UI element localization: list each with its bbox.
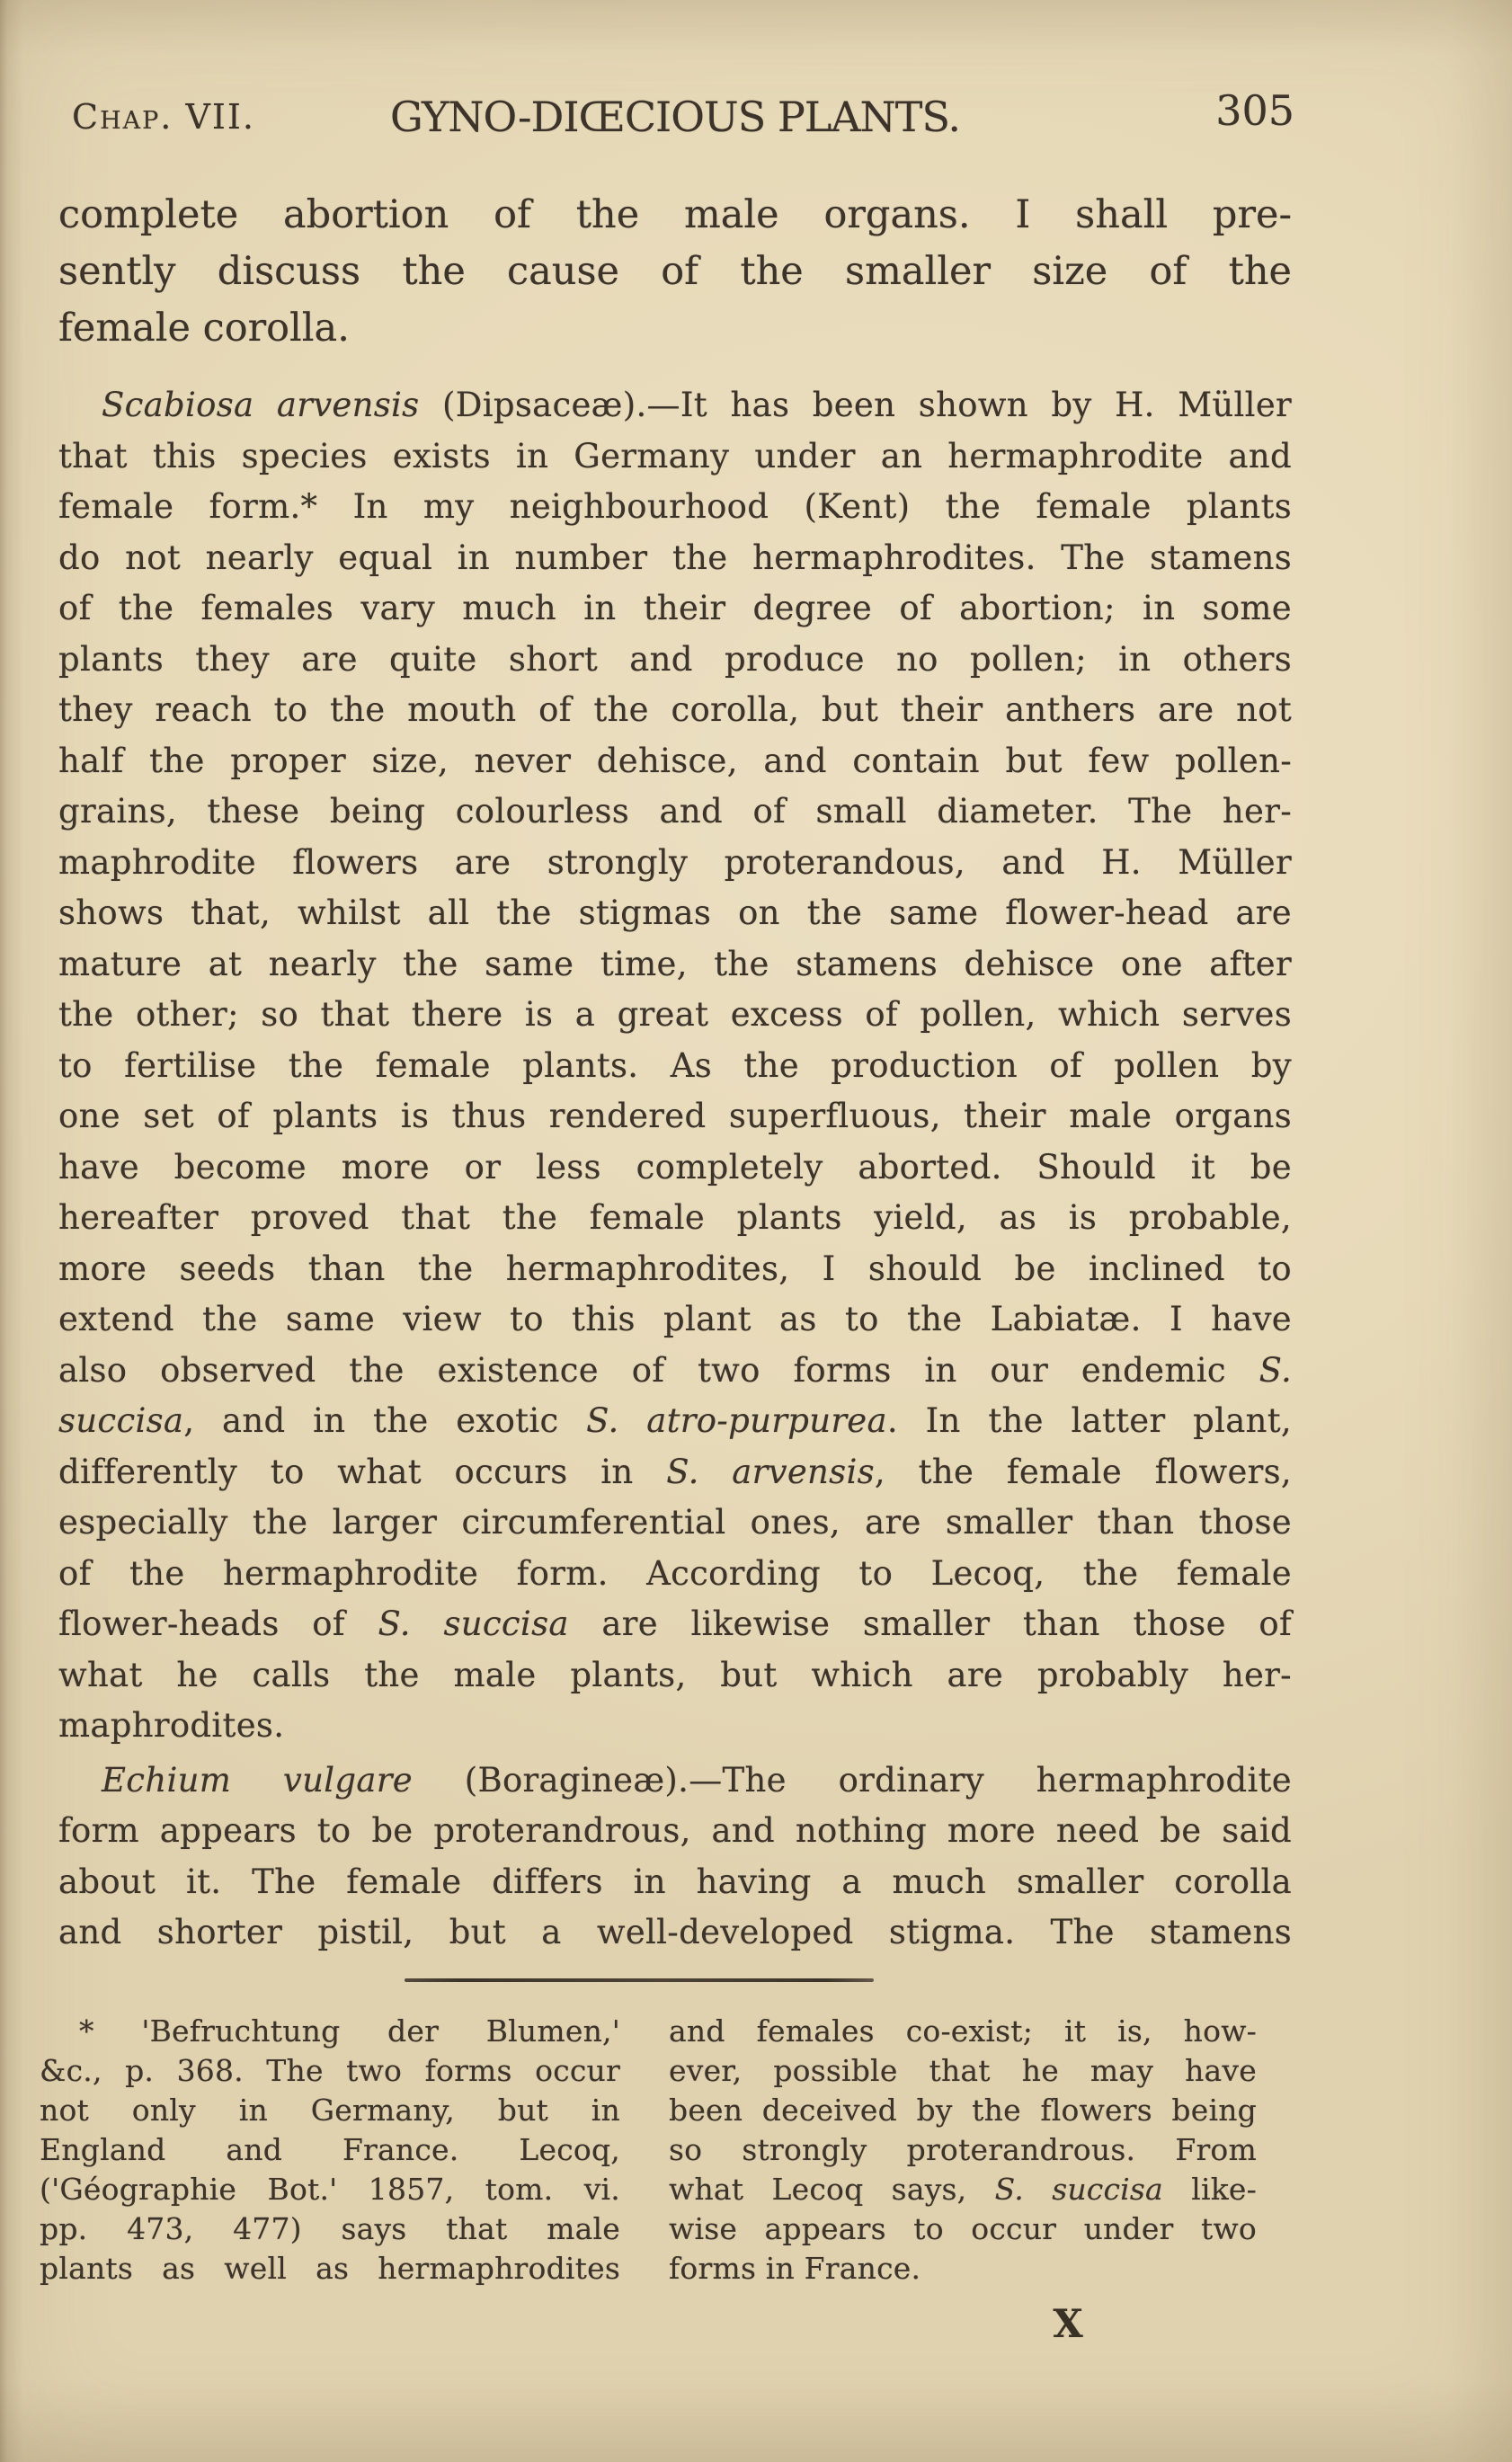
text-segment: plants they are quite short and produce no pollen; in others (58, 639, 1292, 679)
text-line (58, 1755, 1292, 1807)
text-line (58, 787, 1292, 838)
text-line (58, 1549, 1292, 1600)
text-line (58, 1447, 1292, 1498)
page-number: 305 (1215, 86, 1294, 135)
italic-text-segment: S. arvensis (666, 1452, 875, 1491)
text-segment: what Lecoq says, (669, 2172, 995, 2207)
footnote-right-column (669, 2012, 1257, 2289)
text-segment: ('Géographie Bot.' 1857, tom. vi. (40, 2172, 620, 2207)
text-line (58, 1142, 1292, 1194)
text-segment: that this species exists in Germany under an hermaphrodite and (58, 436, 1292, 476)
text-line (40, 2130, 620, 2170)
text-line (58, 990, 1292, 1041)
text-segment: half the proper size, never dehisce, and contain but few pollen- (58, 741, 1292, 780)
text-segment: female corolla. (58, 306, 350, 351)
text-segment: plants as well as hermaphrodites (40, 2251, 620, 2286)
italic-text-segment: S. (1259, 1350, 1292, 1390)
text-line (58, 431, 1292, 483)
text-segment: form appears to be proterandrous, and nothing more need be said (58, 1811, 1292, 1850)
text-line (58, 838, 1292, 889)
text-segment: maphrodite flowers are strongly proterandous, and H. Müller (58, 842, 1292, 882)
italic-text-segment: Scabiosa arvensis (102, 386, 420, 424)
text-segment: forms in France. (669, 2251, 921, 2286)
text-line (58, 482, 1292, 533)
body-text (58, 187, 1292, 1959)
text-segment: are likewise smaller than those of (568, 1604, 1292, 1643)
text-segment: flower-heads of (58, 1604, 378, 1643)
text-line (58, 1650, 1292, 1702)
text-segment: female form.* In my neighbourhood (Kent) the female plants (58, 487, 1292, 526)
text-line (669, 2091, 1257, 2130)
text-segment: have become more or less completely aborted. Should it be (58, 1147, 1292, 1187)
text-segment: sently discuss the cause of the smaller size of the (58, 249, 1292, 294)
text-segment: England and France. Lecoq, (40, 2132, 620, 2167)
text-line (58, 187, 1292, 244)
text-line (58, 1244, 1292, 1295)
text-segment: of the females vary much in their degree of abortion; in some (58, 589, 1292, 627)
text-line (58, 888, 1292, 939)
text-segment: like- (1162, 2172, 1257, 2207)
text-line (58, 1599, 1292, 1650)
text-segment: do not nearly equal in number the hermaphrodites. The stamens (58, 538, 1292, 577)
text-segment: , the female flowers, (874, 1452, 1292, 1491)
footnote-divider (405, 1978, 874, 1982)
text-segment: maphrodites. (58, 1706, 285, 1745)
text-line (58, 736, 1292, 787)
text-segment: and shorter pistil, but a well-developed stigma. The stamens (58, 1913, 1292, 1951)
text-line (58, 635, 1292, 686)
text-line (58, 1857, 1292, 1908)
paragraph-scabiosa (58, 380, 1292, 1752)
text-segment: of the hermaphrodite form. According to Lecoq, the female (58, 1553, 1292, 1593)
text-segment: so strongly proterandrous. From (669, 2132, 1257, 2167)
text-line (58, 1294, 1292, 1346)
text-segment: extend the same view to this plant as to the Labiatæ. I have (58, 1300, 1292, 1338)
text-line (40, 2051, 620, 2091)
paragraph-echium (58, 1755, 1292, 1959)
text-line (58, 380, 1292, 431)
text-segment: the other; so that there is a great excess of pollen, which serves (58, 995, 1292, 1034)
text-line (58, 300, 1292, 357)
text-line (58, 1041, 1292, 1092)
text-segment: &c., p. 368. The two forms occur (40, 2053, 620, 2088)
text-segment: complete abortion of the male organs. I shall pre- (58, 192, 1292, 237)
text-line (669, 2249, 1257, 2289)
text-segment: * 'Befruchtung der Blumen,' (79, 2013, 620, 2049)
text-line (58, 1346, 1292, 1397)
text-segment: , and in the exotic (183, 1401, 587, 1440)
text-segment: also observed the existence of two forms in our endemic (58, 1350, 1259, 1390)
text-line (58, 1701, 1292, 1752)
italic-text-segment: S. atro-purpurea (586, 1401, 887, 1440)
text-segment: (Boragineæ).—The ordinary hermaphrodite (412, 1760, 1292, 1800)
text-line (58, 1091, 1292, 1142)
italic-text-segment: Echium vulgare (102, 1760, 413, 1800)
text-segment: . In the latter plant, (886, 1401, 1292, 1440)
text-segment: more seeds than the hermaphrodites, I should be inclined to (58, 1249, 1292, 1288)
text-line (40, 2012, 620, 2051)
text-segment: (Dipsaceæ).—It has been shown by H. Müller (419, 386, 1292, 424)
italic-text-segment: S. succisa (994, 2172, 1163, 2207)
text-line (58, 244, 1292, 300)
text-line (669, 2170, 1257, 2209)
running-title: GYNO-DIŒCIOUS PLANTS. (390, 93, 960, 141)
text-segment: not only in Germany, but in (40, 2093, 620, 2128)
text-line (40, 2209, 620, 2249)
text-segment: mature at nearly the same time, the stamens dehisce one after (58, 944, 1292, 983)
text-segment: been deceived by the flowers being (669, 2093, 1257, 2128)
text-line (58, 533, 1292, 584)
text-segment: differently to what occurs in (58, 1452, 667, 1491)
text-line (669, 2051, 1257, 2091)
text-line (58, 1498, 1292, 1549)
text-line (58, 1806, 1292, 1857)
chapter-label: Chap. VII. (72, 97, 255, 137)
text-segment: what he calls the male plants, but which are probably her- (58, 1655, 1292, 1694)
italic-text-segment: S. succisa (378, 1604, 569, 1643)
text-line (669, 2209, 1257, 2249)
footnote-left-column (40, 2012, 620, 2289)
text-line (58, 939, 1292, 991)
text-segment: about it. The female differs in having a much smaller corolla (58, 1862, 1292, 1901)
text-line (40, 2091, 620, 2130)
text-segment: to fertilise the female plants. As the production of pollen by (58, 1045, 1292, 1085)
text-segment: one set of plants is thus rendered superfluous, their male organs (58, 1097, 1292, 1135)
text-segment: they reach to the mouth of the corolla, but their anthers are not (58, 690, 1292, 729)
signature-mark: X (1053, 2302, 1083, 2347)
paragraph-intro (58, 187, 1292, 357)
text-line (40, 2170, 620, 2209)
text-line (669, 2012, 1257, 2051)
text-segment: shows that, whilst all the stigmas on the same flower-head are (58, 893, 1292, 932)
text-segment: wise appears to occur under two (669, 2211, 1257, 2246)
text-segment: pp. 473, 477) says that male (40, 2211, 620, 2246)
text-segment: and females co-exist; it is, how- (669, 2013, 1257, 2049)
text-segment: ever, possible that he may have (669, 2053, 1257, 2088)
text-line (58, 1193, 1292, 1244)
text-line (40, 2249, 620, 2289)
text-line (58, 685, 1292, 736)
italic-text-segment: succisa (58, 1401, 184, 1440)
text-line (58, 1396, 1292, 1447)
text-segment: hereafter proved that the female plants yield, as is probable, (58, 1198, 1292, 1237)
text-line (58, 1907, 1292, 1959)
text-line (58, 583, 1292, 635)
text-line (669, 2130, 1257, 2170)
text-segment: grains, these being colourless and of small diameter. The her- (58, 792, 1292, 831)
text-segment: especially the larger circumferential ones, are smaller than those (58, 1503, 1292, 1542)
